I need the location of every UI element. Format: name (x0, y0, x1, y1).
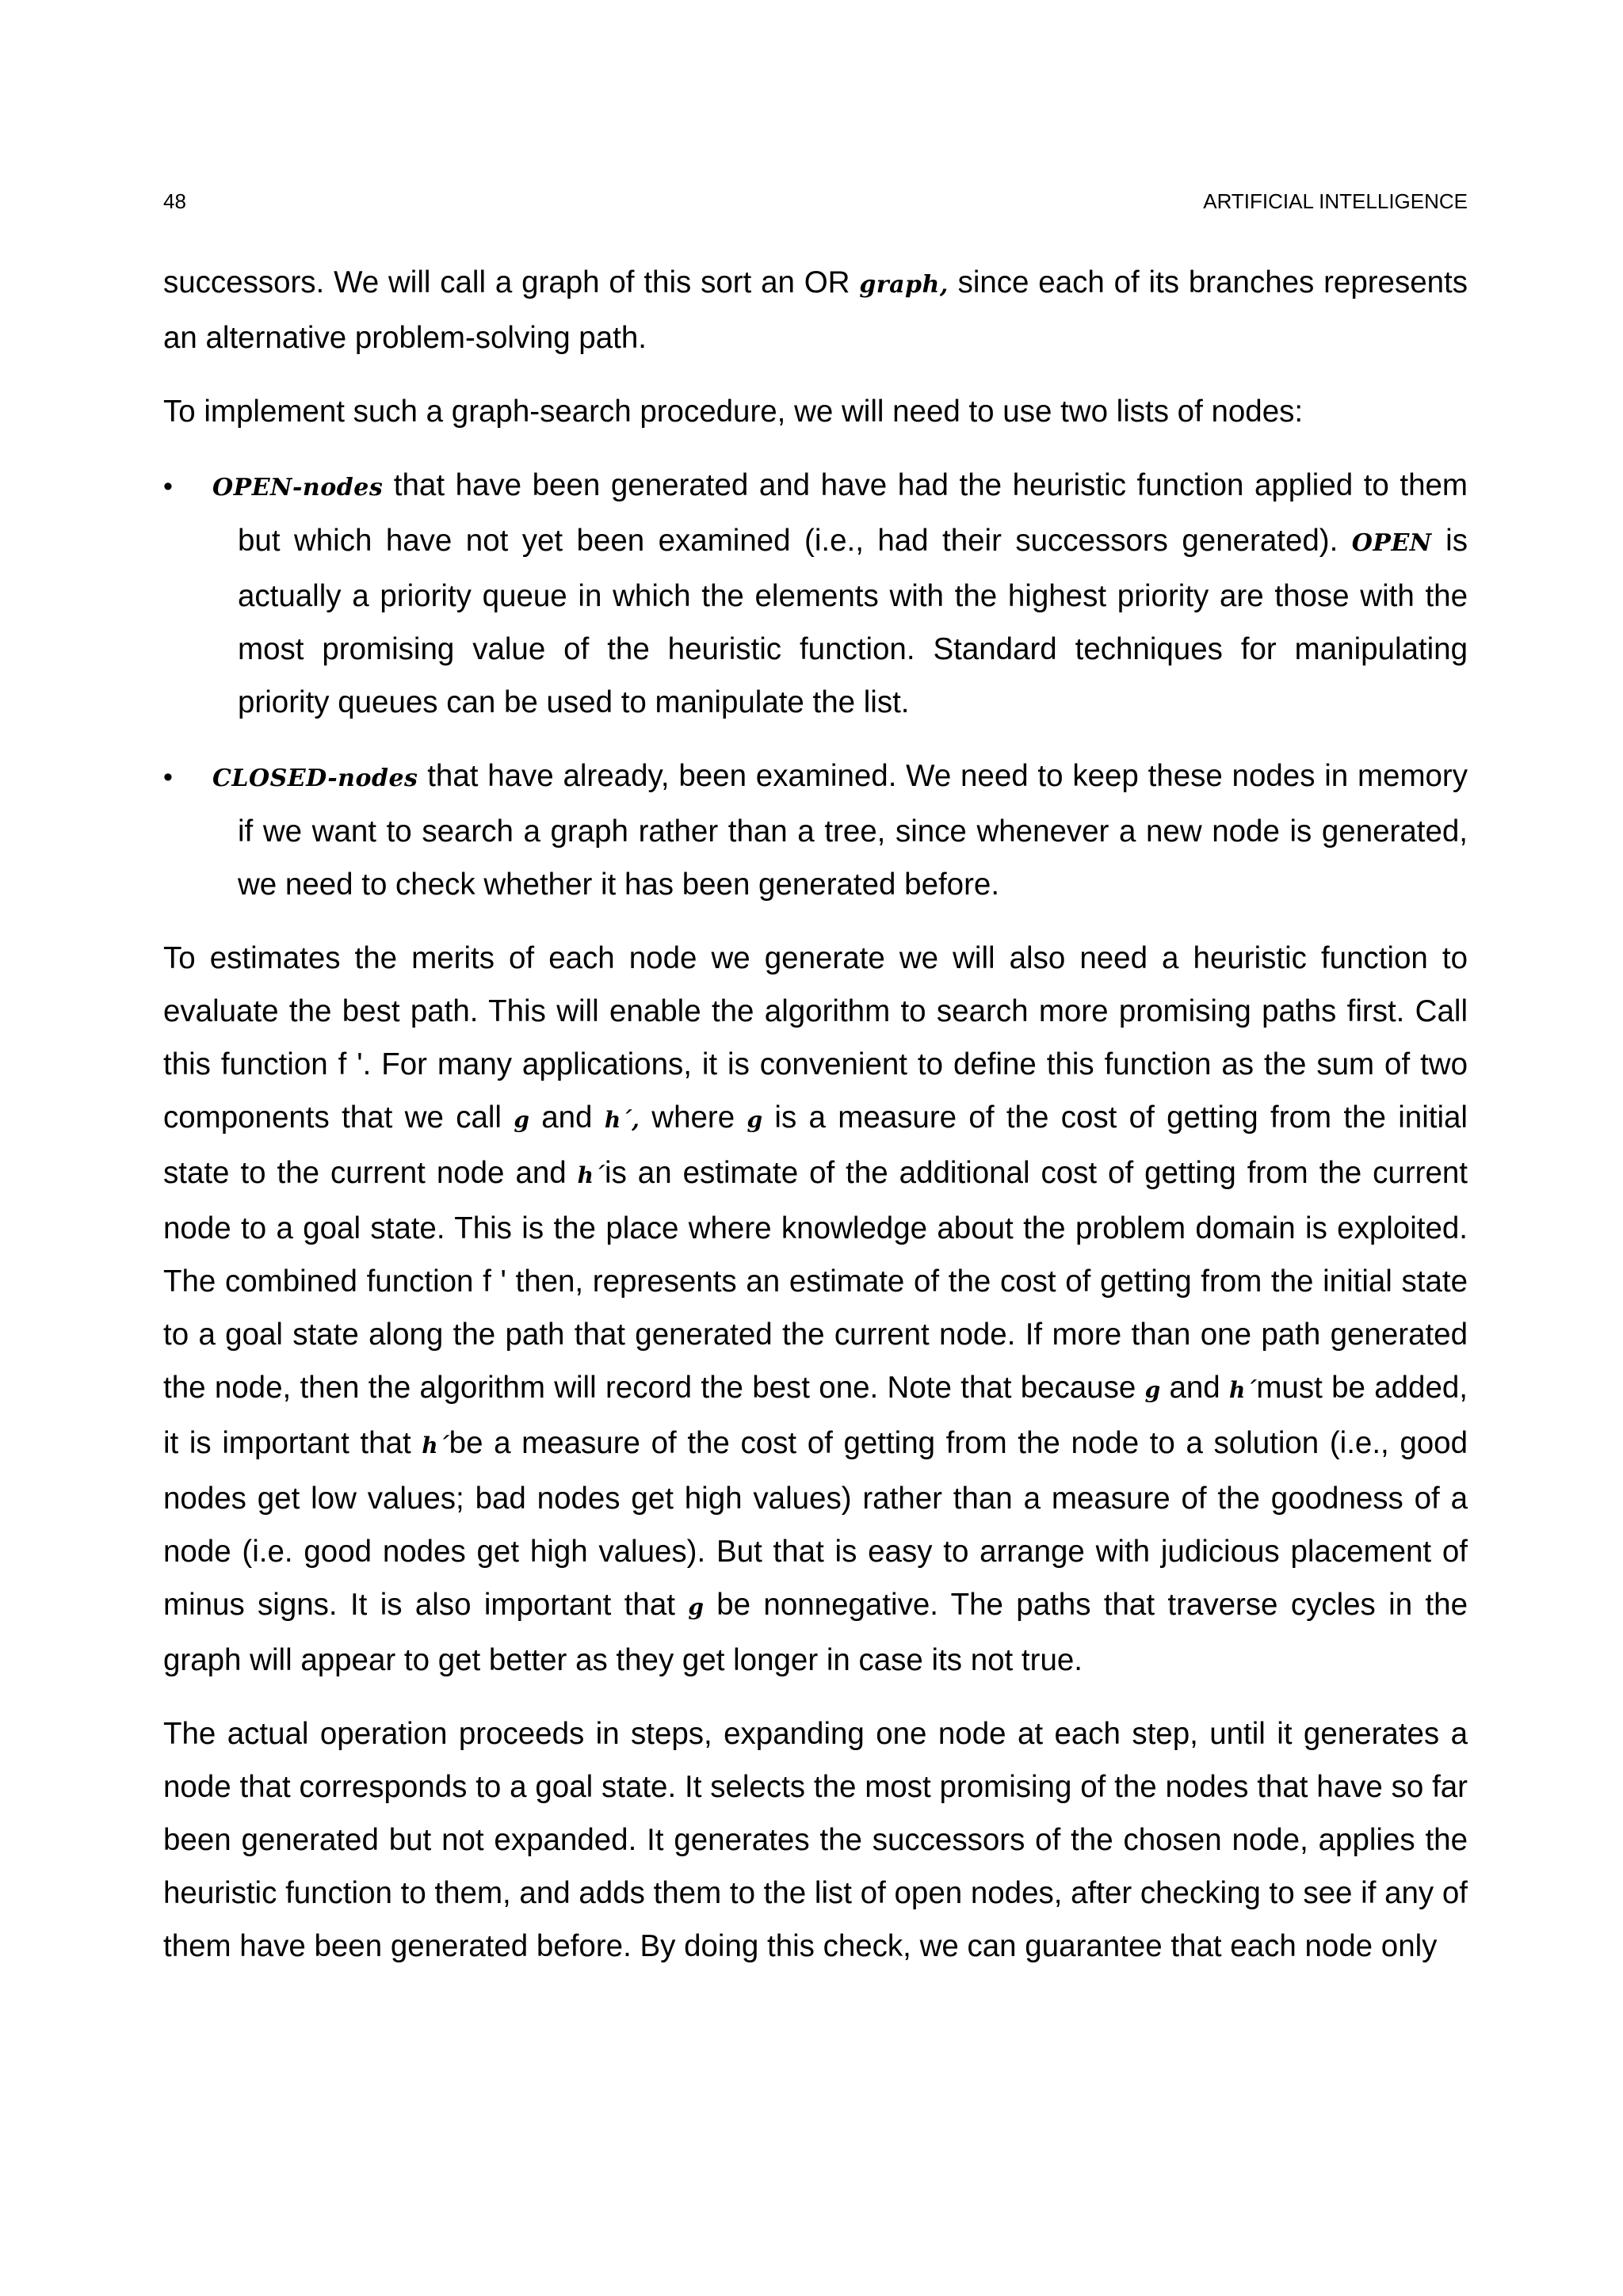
term-graph: graph, (859, 271, 949, 299)
open-text-a: that have been generated and have had the heuristic function applied to them but which have not yet been examined (i.e., had their successors generated). (238, 468, 1468, 558)
symbol-h-prime: h´, (604, 1107, 640, 1133)
symbol-g: g (688, 1594, 704, 1620)
p3-c: where (639, 1100, 747, 1135)
p3-b: and (529, 1100, 605, 1135)
paragraph-1 (163, 256, 1468, 364)
bullet-icon: • (163, 471, 173, 502)
term-open-nodes: OPEN-nodes (212, 474, 384, 502)
paragraph-2: To implement such a graph-search procedure, we will need to use two lists of nodes: (163, 395, 1304, 429)
p3-f: and (1160, 1371, 1229, 1405)
closed-text: that have already, been examined. We need to keep these nodes in memory if we want to search a graph rather than a tree, since whenever a new node is generated, we need to check whether it has been generated before. (238, 759, 1468, 902)
page-number: 48 (163, 189, 186, 213)
p3-d: is a measure of the cost of getting from the initial state to the current node and (163, 1100, 1468, 1190)
symbol-g: g (514, 1107, 529, 1133)
symbol-h-prime: h´ (1229, 1377, 1257, 1403)
p1-text-b: since each of its branches represents an alternative problem-solving path. (163, 265, 1468, 355)
list-item-closed (163, 749, 1468, 911)
open-text-b: is actually a priority queue in which the elements with the highest priority are those with the most promising value of the heuristic function. Standard techniques for manipulating priority queues can be used to manipulate the list. (238, 524, 1468, 719)
term-closed-nodes: CLOSED-nodes (212, 765, 418, 792)
paragraph-4: The actual operation proceeds in steps, expanding one node at each step, until it generates a node that corresponds to a goal state. It selects the most promising of the nodes that have so far been generated but not expanded. It generates the successors of the chosen node, applies the heuristic function to them, and adds them to the list of open nodes, after checking to see if any of them have been generated before. By doing this check, we can guarantee that each node only (163, 1717, 1468, 1963)
bullet-icon: • (163, 762, 173, 792)
p1-text-a: successors. We will call a graph of this sort an OR (163, 265, 860, 299)
term-open: OPEN (1351, 529, 1432, 557)
p3-i: be nonnegative. The paths that traverse cycles in the graph will appear to get better as they get longer in case its not true. (163, 1588, 1468, 1677)
symbol-h-prime: h´ (422, 1432, 449, 1459)
running-title: ARTIFICIAL INTELLIGENCE (1203, 189, 1468, 213)
p3-h: be a measure of the cost of getting from the node to a solution (i.e., good nodes get low values; bad nodes get high values) rather than a measure of the goodness of a node (i.e. good nodes get high values). But that is easy to arrange with judicious placement of minus signs. It is also important that (163, 1426, 1468, 1622)
paragraph-3 (163, 932, 1468, 1687)
running-header (163, 187, 1468, 215)
node-lists (163, 459, 1468, 911)
list-item-open (163, 459, 1468, 729)
symbol-g: g (747, 1107, 763, 1133)
p3-g: must be added, it is important that (163, 1371, 1468, 1460)
p3-a: To estimates the merits of each node we generate we will also need a heuristic function to evaluate the best path. This will enable the algorithm to search more promising paths first. Call this function f '. For many applications, it is convenient to define this function as the sum of two components that we call (163, 941, 1468, 1135)
p3-e: is an estimate of the additional cost of getting from the current node to a goal state. This is the place where knowledge about the problem domain is exploited. The combined function f ' then, represents an estimate of the cost of getting from the initial state to a goal state along the path that generated the current node. If more than one path generated the node, then the algorithm will record the best one. Note that because (163, 1156, 1468, 1405)
body-text (163, 256, 1468, 1973)
symbol-g: g (1144, 1377, 1161, 1403)
symbol-h-prime: h´ (577, 1162, 605, 1188)
